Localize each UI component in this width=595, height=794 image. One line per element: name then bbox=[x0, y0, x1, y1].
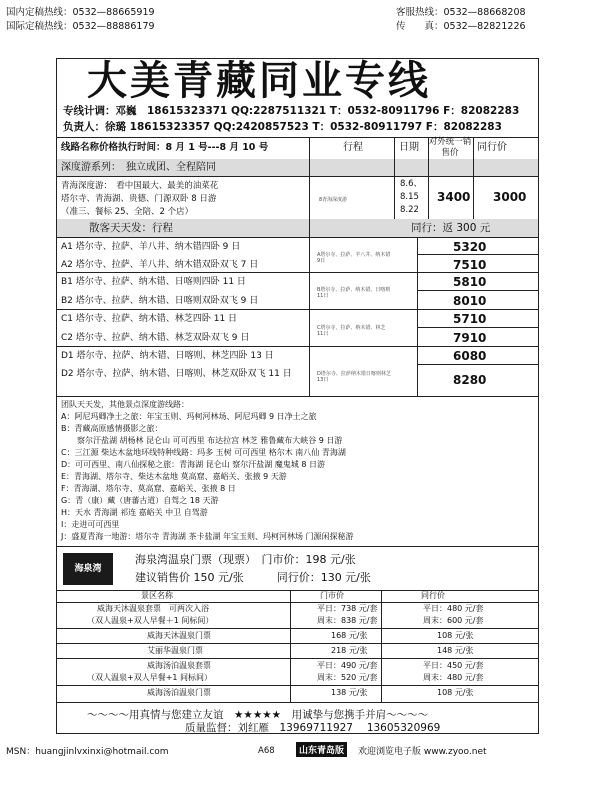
deep-tour-date-3: 8.22 bbox=[400, 205, 419, 215]
hotspring-col-retail: 门市价 bbox=[320, 591, 344, 600]
other-route-h: H：天水 青海湖 祁连 嘉峪关 中卫 自驾游 bbox=[61, 508, 208, 517]
route-b1-price: 5810 bbox=[453, 275, 487, 289]
deep-tour-date-1: 8.6、 bbox=[400, 179, 423, 189]
service-hotline: 客服热线：0532—88668208 bbox=[396, 7, 526, 18]
peer-column-header: 同行价 bbox=[477, 142, 507, 153]
hotspring-row-retail: 平日：490 元/套 bbox=[317, 661, 378, 670]
retail-column-header: 对外统一销售价 bbox=[428, 137, 472, 158]
route-d2-price: 8280 bbox=[453, 373, 487, 387]
other-routes-title: 团队天天发，其他景点深度游线路： bbox=[61, 400, 189, 409]
fax-number: 传 真：0532—82821226 bbox=[396, 21, 526, 32]
planner-contact: 专线计调：邓巍 18615323371 QQ:2287511321 T：0532-80911796 F：82082283 bbox=[63, 105, 520, 117]
other-route-f: F：青海湖、塔尔寺、莫高窟、嘉峪关、张掖 8 日 bbox=[61, 484, 236, 493]
other-route-b-detail: 察尔汗盐湖 胡杨林 昆仑山 可可西里 布达拉宫 林芝 雅鲁藏布大峡谷 9 日游 bbox=[61, 436, 343, 445]
hotspring-row-retail: 168 元/张 bbox=[331, 631, 368, 640]
hotspring-row-peer: 周末：480 元/套 bbox=[423, 673, 484, 682]
deep-tour-itinerary-note: 8青海深度游 bbox=[319, 197, 348, 203]
daily-departures-header: 散客天天发：行程 bbox=[89, 222, 173, 234]
hotspring-row-peer: 108 元/张 bbox=[437, 631, 474, 640]
other-route-d: D：可可西里、南八仙探秘之旅：青海湖 昆仑山 察尔汗盐湖 魔鬼城 8 日游 bbox=[61, 460, 325, 469]
itinerary-column-header: 行程 bbox=[343, 142, 363, 153]
route-a1: A1 塔尔寺、拉萨、羊八井、纳木错四卧 9 日 bbox=[61, 242, 241, 252]
route-c-itinerary-note: C塔尔寺、拉萨、纳木错、林芝11日 bbox=[317, 325, 386, 337]
hotspring-row-peer: 108 元/张 bbox=[437, 688, 474, 697]
hotspring-row-name: （双人温泉+双人早餐＋1 间标间） bbox=[87, 616, 214, 625]
welcome-text: 欢迎浏览电子版 www.zyoo.net bbox=[358, 747, 487, 757]
hotspring-row-peer: 平日：480 元/套 bbox=[423, 604, 484, 613]
hotspring-row-name: 威海汤泊温泉门票 bbox=[147, 688, 211, 697]
hotspring-row-name: （双人温泉+双人早餐+1 间标间） bbox=[87, 673, 213, 682]
deep-tour-header: 深度游系列： 独立成团、全程陪同 bbox=[61, 162, 216, 173]
deep-tour-peer-price: 3000 bbox=[493, 190, 527, 204]
deep-tour-retail-price: 3400 bbox=[437, 190, 471, 204]
route-d1-price: 6080 bbox=[453, 349, 487, 363]
hotspring-row-retail: 218 元/张 bbox=[331, 646, 368, 655]
hotspring-row-name: 威海天沐温泉门票 bbox=[147, 631, 211, 640]
route-d-itinerary-note: D塔尔寺、拉萨纳木错日喀则林芝13日 bbox=[317, 371, 391, 383]
route-c2-price: 7910 bbox=[453, 331, 487, 345]
route-a-itinerary-note: A塔尔寺、拉萨、羊八井、纳木错9日 bbox=[317, 252, 391, 264]
page-number: A68 bbox=[258, 746, 275, 756]
route-b2: B2 塔尔寺、拉萨、纳木错、日喀则双卧双飞 9 日 bbox=[61, 296, 259, 306]
route-b1: B1 塔尔寺、拉萨、纳木错、日喀则四卧 11 日 bbox=[61, 277, 246, 287]
route-b-itinerary-note: B塔尔寺、拉萨、纳木错、日喀则11日 bbox=[317, 287, 391, 299]
haiquanwan-logo: 海泉湾 bbox=[63, 553, 113, 585]
route-column-header: 线路名称价格执行时间：8 月 1 号---8 月 10 号 bbox=[61, 142, 269, 153]
other-route-i: I：走进可可西里 bbox=[61, 520, 120, 529]
hotspring-title: 海泉湾温泉门票（现票） 门市价：198 元/张 bbox=[135, 553, 356, 566]
route-c1: C1 塔尔寺、拉萨、纳木错、林芝四卧 11 日 bbox=[61, 314, 238, 324]
daily-peer-rebate: 同行：返 300 元 bbox=[411, 222, 491, 234]
route-d1: D1 塔尔寺、拉萨、纳木错、日喀则、林芝四卧 13 日 bbox=[61, 351, 274, 361]
route-b2-price: 8010 bbox=[453, 294, 487, 308]
route-a2: A2 塔尔寺、拉萨、羊八井、纳木错双卧双飞 7 日 bbox=[61, 260, 259, 270]
domestic-hotline: 国内定稿热线：0532—88665919 bbox=[6, 7, 155, 18]
hotspring-row-name: 威海汤泊温泉套票 bbox=[147, 661, 211, 670]
hotspring-row-name: 威海天沐温泉套票 可两次入浴 bbox=[97, 604, 209, 613]
date-column-header: 日期 bbox=[399, 142, 419, 153]
route-c2: C2 塔尔寺、拉萨、纳木错、林芝双卧双飞 9 日 bbox=[61, 333, 250, 343]
deep-tour-line-3: （准三、餐标 25、全陪、2 个店） bbox=[61, 207, 194, 217]
other-route-j: J：盛夏青海一地游：塔尔寺 青海湖 茶卡盐湖 年宝玉则、玛柯河林场 门源闲探秘游 bbox=[61, 532, 354, 541]
hotspring-row-retail: 周末：838 元/套 bbox=[317, 616, 378, 625]
slogan: ～～～～用真情与您建立友谊 ★★★★★ 用诚挚与您携手并肩～～～～ bbox=[87, 709, 429, 721]
hotspring-col-name: 景区名称 bbox=[141, 591, 173, 600]
route-c1-price: 5710 bbox=[453, 312, 487, 326]
deep-tour-line-1: 青海深度游： 看中国最大、最美的油菜花 bbox=[61, 181, 219, 191]
quality-supervisor: 质量监督：刘红雁 13969711927 13605320969 bbox=[185, 722, 441, 734]
manager-contact: 负责人：徐璐 18615323357 QQ:2420857523 T：0532-80911797 F：82082283 bbox=[63, 121, 502, 133]
hotspring-row-peer: 周末：600 元/套 bbox=[423, 616, 484, 625]
hotspring-row-peer: 148 元/张 bbox=[437, 646, 474, 655]
other-route-g: G：青（康）藏（唐蕃古道）自驾之 18 天游 bbox=[61, 496, 219, 505]
other-route-e: E：青海湖、塔尔寺、柴达木盆地 莫高窟、嘉峪关、张掖 9 天游 bbox=[61, 472, 287, 481]
route-a2-price: 7510 bbox=[453, 258, 487, 272]
hotspring-subtitle: 建议销售价 150 元/张 同行价：130 元/张 bbox=[135, 571, 371, 584]
main-frame bbox=[56, 58, 539, 734]
banner-title: 大美青藏同业专线 bbox=[87, 57, 431, 104]
other-route-b: B：青藏高原感情摄影之旅： bbox=[61, 424, 163, 433]
hotspring-table bbox=[57, 590, 538, 704]
publisher-badge: 山东青岛版 bbox=[296, 742, 347, 757]
route-d2: D2 塔尔寺、拉萨、纳木错、日喀则、林芝双卧双飞 11 日 bbox=[61, 369, 292, 379]
hotspring-row-name: 艾丽华温泉门票 bbox=[147, 646, 203, 655]
deep-tour-date-2: 8.15 bbox=[400, 192, 419, 202]
deep-tour-line-2: 塔尔寺、青海湖、贵德、门源双卧 8 日游 bbox=[61, 194, 217, 204]
route-a1-price: 5320 bbox=[453, 240, 487, 254]
international-hotline: 国际定稿热线：0532—88886179 bbox=[6, 21, 155, 32]
other-route-a: A：阿尼玛卿净土之旅：年宝玉则、玛柯河林场、阿尼玛卿 9 日净土之旅 bbox=[61, 412, 317, 421]
msn-contact: MSN：huangjinlvxinxi@hotmail.com bbox=[6, 747, 169, 757]
hotspring-row-peer: 平日：450 元/套 bbox=[423, 661, 484, 670]
hotspring-row-retail: 周末：520 元/套 bbox=[317, 673, 378, 682]
hotspring-row-retail: 138 元/张 bbox=[331, 688, 368, 697]
hotspring-col-peer: 同行价 bbox=[421, 591, 445, 600]
hotspring-row-retail: 平日：738 元/套 bbox=[317, 604, 378, 613]
other-route-c: C：三江源 柴达木盆地环线特种线路：玛多 玉树 可可西里 格尔木 南八仙 青海湖 bbox=[61, 448, 346, 457]
